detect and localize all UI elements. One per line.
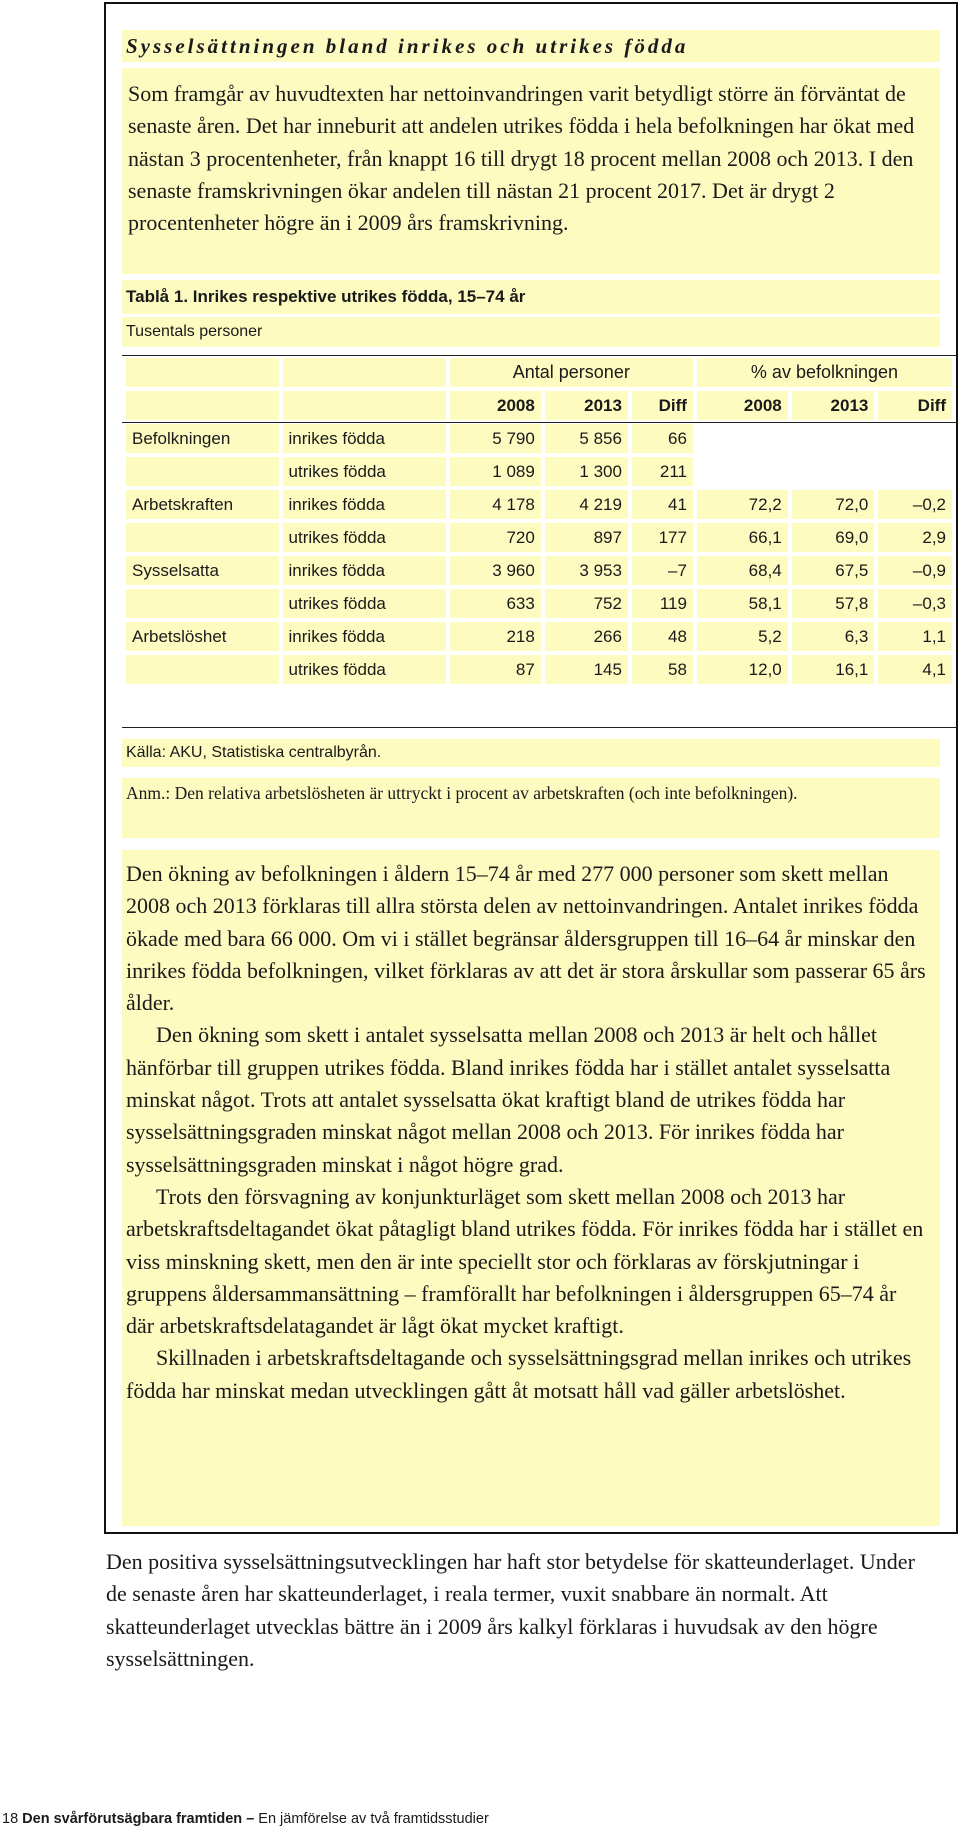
footer-subtitle: En jämförelse av två framtidsstudier	[258, 1811, 489, 1827]
row-group: utrikes födda	[283, 589, 446, 618]
row-value: 68,4	[697, 556, 788, 585]
table-body	[126, 424, 952, 684]
row-value: 897	[545, 523, 628, 552]
row-value	[792, 457, 875, 486]
table-source: Källa: AKU, Statistiska centralbyrån.	[122, 739, 940, 767]
box-body-text	[122, 850, 940, 1526]
row-category: Arbetslöshet	[126, 622, 279, 651]
row-category: Arbetskraften	[126, 490, 279, 519]
row-value: 1,1	[878, 622, 952, 651]
row-group: utrikes födda	[283, 655, 446, 684]
row-value: 145	[545, 655, 628, 684]
row-value	[697, 457, 788, 486]
header-empty-cell	[283, 358, 446, 387]
col-header: 2008	[697, 391, 788, 420]
col-header: 2013	[545, 391, 628, 420]
row-value: 752	[545, 589, 628, 618]
row-value: 266	[545, 622, 628, 651]
row-value: 6,3	[792, 622, 875, 651]
col-header: Diff	[632, 391, 693, 420]
group-header-percent: % av befolkningen	[697, 358, 952, 387]
row-value: 69,0	[792, 523, 875, 552]
table-bottom-rule	[122, 727, 956, 728]
table-row	[126, 655, 952, 684]
row-value: 58	[632, 655, 693, 684]
row-value: 720	[450, 523, 541, 552]
row-value: 5,2	[697, 622, 788, 651]
header-empty-cell	[126, 358, 279, 387]
paragraph: Den ökning som skett i antalet sysselsatta mellan 2008 och 2013 är helt och hållet hänförbar till gruppen utrikes födda. Bland inrikes födda har i stället antalet sysselsatta minskat något. Trots att antalet sysselsatta ökat kraftigt bland de utrikes födda har sysselsättningsgraden minskat något mellan 2008 och 2013. För inrikes födda har sysselsättningsgraden minskat i något högre grad.	[126, 1022, 891, 1177]
row-group: inrikes födda	[283, 622, 446, 651]
header-empty-cell	[283, 391, 446, 420]
row-category	[126, 457, 279, 486]
footer-title: Den svårförutsägbara framtiden	[22, 1811, 243, 1827]
row-value	[878, 457, 952, 486]
col-header: Diff	[878, 391, 952, 420]
row-value: 72,2	[697, 490, 788, 519]
row-value: 48	[632, 622, 693, 651]
page-footer	[2, 1811, 489, 1827]
note-text: : Den relativa arbetslösheten är uttryckt i procent av arbetskraften (och inte befolkningen).	[165, 783, 798, 803]
box-intro: Som framgår av huvudtexten har nettoinvandringen varit betydligt större än förväntat de senaste åren. Det har inneburit att andelen utrikes födda i hela befolkningen har ökat med nästan 3 procentenheter, från knappt 16 till drygt 18 procent mellan 2008 och 2013. I den senaste framskrivningen ökar andelen till nästan 21 procent 2017. Det är drygt 2 procentenheter högre än i 2009 års framskrivning.	[122, 68, 940, 274]
group-header-count: Antal personer	[450, 358, 693, 387]
row-category: Befolkningen	[126, 424, 279, 453]
row-value: –0,3	[878, 589, 952, 618]
table-column-header-row	[126, 391, 952, 420]
row-group: inrikes födda	[283, 490, 446, 519]
box-heading: Sysselsättningen bland inrikes och utrikes födda	[122, 30, 940, 62]
row-value: 2,9	[878, 523, 952, 552]
paragraph: Den ökning av befolkningen i åldern 15–74 år med 277 000 personer som skett mellan 2008 och 2013 förklaras till allra största delen av nettoinvandringen. Antalet inrikes födda ökade med bara 66 000. Om vi i stället begränsar åldersgruppen till 16–64 år minskar den inrikes födda befolkningen, vilket förklaras av att det är stora årskullar som passerar 65 års ålder.	[126, 861, 926, 1016]
row-value: 57,8	[792, 589, 875, 618]
row-value: 72,0	[792, 490, 875, 519]
table-note	[122, 778, 940, 838]
row-value: 211	[632, 457, 693, 486]
row-value: –7	[632, 556, 693, 585]
row-value: 4 219	[545, 490, 628, 519]
row-value: 87	[450, 655, 541, 684]
note-label: Anm.	[126, 783, 166, 803]
row-value: 41	[632, 490, 693, 519]
row-value: 5 856	[545, 424, 628, 453]
table-row	[126, 622, 952, 651]
col-header: 2013	[792, 391, 875, 420]
row-value: 58,1	[697, 589, 788, 618]
row-category	[126, 523, 279, 552]
footer-dash: –	[246, 1811, 255, 1827]
data-table	[122, 354, 956, 688]
row-category	[126, 655, 279, 684]
row-value: 633	[450, 589, 541, 618]
table-row	[126, 457, 952, 486]
paragraph: Den positiva sysselsättningsutvecklingen har haft stor betydelse för skatteunderlaget. Under de senaste åren har skatteunderlaget, i reala termer, vuxit snabbare än normalt. Att skatteunderlaget utvecklas bättre än i 2009 års kalkyl förklaras i huvudsak av den högre sysselsättningen.	[106, 1549, 915, 1671]
table-unit: Tusentals personer	[122, 317, 940, 347]
header-empty-cell	[126, 391, 279, 420]
main-text	[104, 1546, 926, 1675]
fact-box	[104, 2, 958, 1534]
row-value: 4 178	[450, 490, 541, 519]
row-value: 1 300	[545, 457, 628, 486]
table-row	[126, 490, 952, 519]
row-value: 177	[632, 523, 693, 552]
row-value: 1 089	[450, 457, 541, 486]
row-value: 67,5	[792, 556, 875, 585]
row-group: inrikes födda	[283, 556, 446, 585]
paragraph: Skillnaden i arbetskraftsdeltagande och sysselsättningsgrad mellan inrikes och utrikes födda har minskat medan utvecklingen gått åt motsatt håll vad gäller arbetslöshet.	[126, 1345, 912, 1403]
row-group: utrikes födda	[283, 457, 446, 486]
row-value: 3 953	[545, 556, 628, 585]
row-group: utrikes födda	[283, 523, 446, 552]
row-value	[792, 424, 875, 453]
row-value: 66	[632, 424, 693, 453]
row-value: 119	[632, 589, 693, 618]
row-value: 5 790	[450, 424, 541, 453]
page-number: 18	[2, 1811, 19, 1827]
table-row	[126, 523, 952, 552]
paragraph: Trots den försvagning av konjunkturläget som skett mellan 2008 och 2013 har arbetskraftsdeltagandet ökat påtagligt bland utrikes födda. För inrikes födda har i stället en viss minskning skett, men den är inte speciellt stor och förklaras av förskjutningar i gruppens åldersammansättning – framförallt har befolkningen i åldersgruppen 65–74 år där arbetskraftsdelatagandet är lågt ökat mycket kraftigt.	[126, 1183, 924, 1339]
row-value	[878, 424, 952, 453]
row-value: –0,9	[878, 556, 952, 585]
row-category	[126, 589, 279, 618]
row-value: –0,2	[878, 490, 952, 519]
row-value: 3 960	[450, 556, 541, 585]
col-header: 2008	[450, 391, 541, 420]
row-value: 4,1	[878, 655, 952, 684]
row-value: 218	[450, 622, 541, 651]
row-group: inrikes födda	[283, 424, 446, 453]
row-value: 66,1	[697, 523, 788, 552]
table-row	[126, 589, 952, 618]
table-group-header-row	[126, 358, 952, 387]
row-value: 16,1	[792, 655, 875, 684]
header-rule	[122, 422, 956, 423]
table-row	[126, 556, 952, 585]
row-value: 12,0	[697, 655, 788, 684]
row-category: Sysselsatta	[126, 556, 279, 585]
row-value	[697, 424, 788, 453]
table-caption: Tablå 1. Inrikes respektive utrikes födda, 15–74 år	[122, 280, 940, 314]
table-row	[126, 424, 952, 453]
